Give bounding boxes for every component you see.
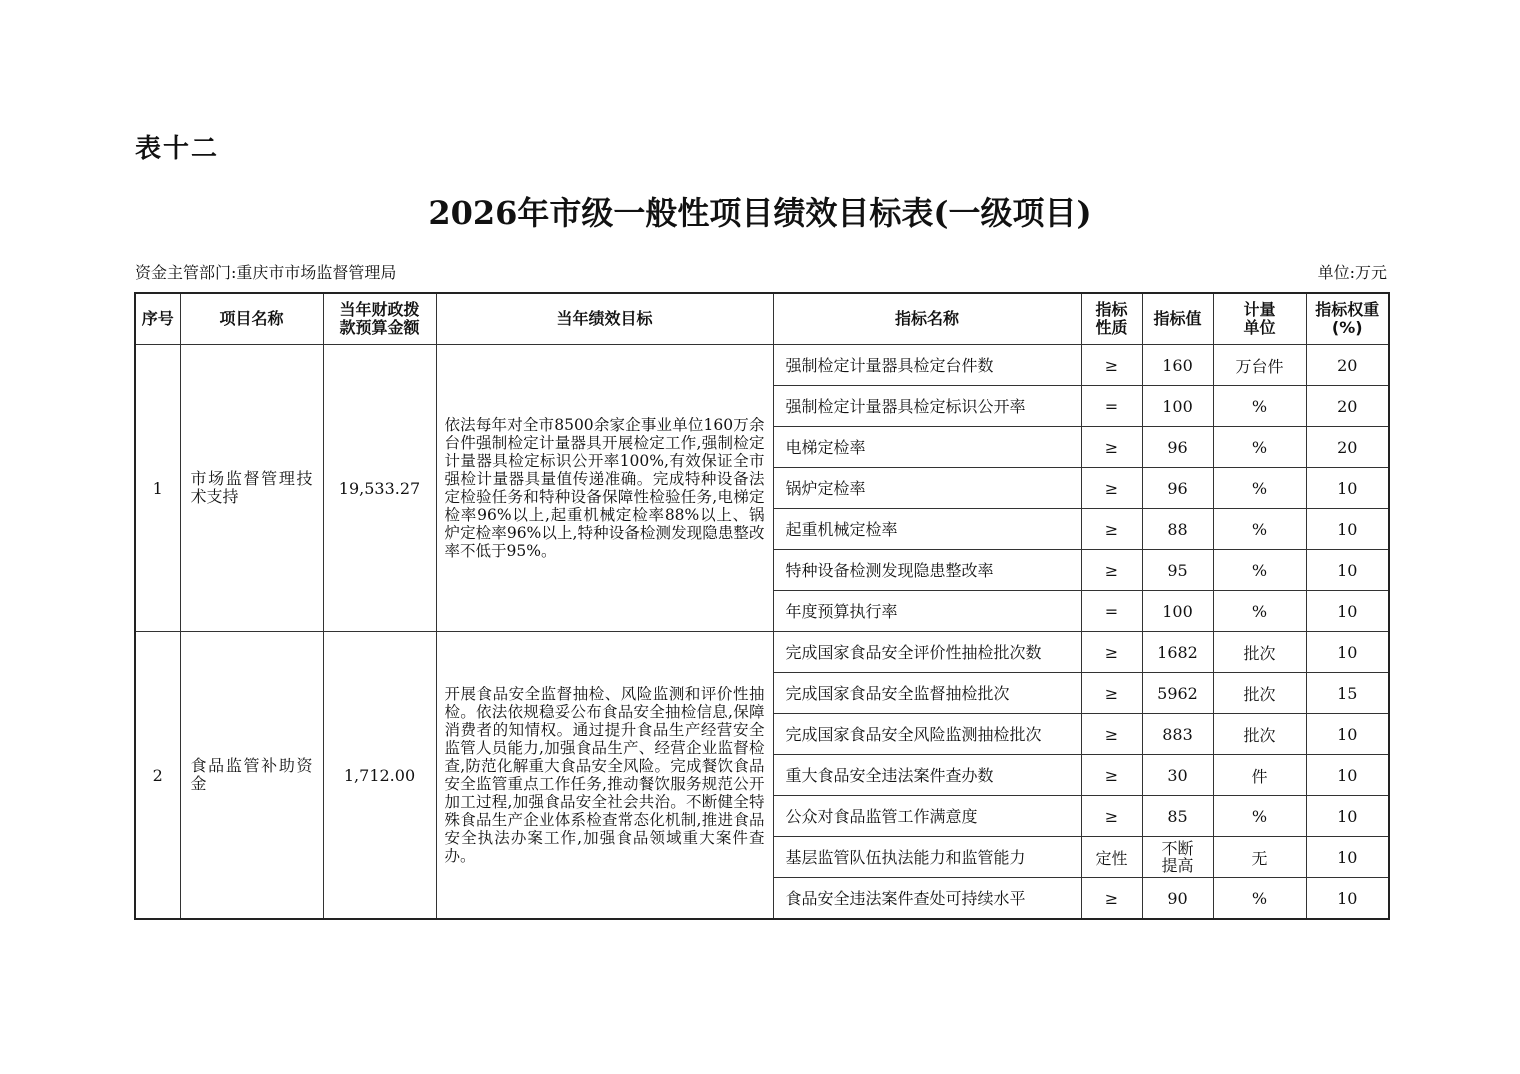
indicator-weight: 10 — [1306, 837, 1389, 878]
header-weight: 指标权重(%) — [1306, 293, 1389, 345]
header-indicator: 指标名称 — [773, 293, 1081, 345]
indicator-value: 不断提高 — [1142, 837, 1213, 878]
indicator-unit: 批次 — [1213, 673, 1306, 714]
indicator-value: 96 — [1142, 427, 1213, 468]
header-nature: 指标性质 — [1081, 293, 1142, 345]
indicator-name: 年度预算执行率 — [773, 591, 1081, 632]
indicator-nature: ≥ — [1081, 427, 1142, 468]
indicator-name: 公众对食品监管工作满意度 — [773, 796, 1081, 837]
indicator-weight: 10 — [1306, 468, 1389, 509]
indicator-nature: ≥ — [1081, 878, 1142, 920]
indicator-nature: ≥ — [1081, 714, 1142, 755]
indicator-value: 100 — [1142, 591, 1213, 632]
indicator-value: 90 — [1142, 878, 1213, 920]
indicator-name: 锅炉定检率 — [773, 468, 1081, 509]
indicator-value: 30 — [1142, 755, 1213, 796]
indicator-weight: 10 — [1306, 591, 1389, 632]
indicator-nature: ≥ — [1081, 509, 1142, 550]
indicator-weight: 20 — [1306, 427, 1389, 468]
indicator-weight: 15 — [1306, 673, 1389, 714]
indicator-name: 重大食品安全违法案件查办数 — [773, 755, 1081, 796]
indicator-name: 完成国家食品安全监督抽检批次 — [773, 673, 1081, 714]
indicator-nature: ≥ — [1081, 345, 1142, 386]
indicator-unit: 万台件 — [1213, 345, 1306, 386]
indicator-unit: % — [1213, 386, 1306, 427]
indicator-unit: % — [1213, 427, 1306, 468]
unit-label: 单位:万元 — [1317, 263, 1387, 282]
indicator-value: 5962 — [1142, 673, 1213, 714]
indicator-value: 160 — [1142, 345, 1213, 386]
indicator-name: 完成国家食品安全风险监测抽检批次 — [773, 714, 1081, 755]
project-name: 市场监督管理技术支持 — [180, 345, 323, 632]
indicator-weight: 20 — [1306, 386, 1389, 427]
project-seq: 1 — [135, 345, 180, 632]
indicator-name: 起重机械定检率 — [773, 509, 1081, 550]
indicator-weight: 20 — [1306, 345, 1389, 386]
indicator-nature: = — [1081, 591, 1142, 632]
project-seq: 2 — [135, 632, 180, 920]
project-goal: 依法每年对全市8500余家企事业单位160万余台件强制检定计量器具开展检定工作,强制检定计量器具检定标识公开率100%,有效保证全市强检计量器具量值传递准确。完成特种设备法定检验任务和特种设备保障性检验任务,电梯定检率96%以上,起重机械定检率88%以上、锅炉定检率96%以上,特种设备检测发现隐患整改率不低于95%。 — [436, 345, 773, 632]
indicator-unit: % — [1213, 796, 1306, 837]
indicator-value: 88 — [1142, 509, 1213, 550]
indicator-value: 1682 — [1142, 632, 1213, 673]
indicator-unit: 无 — [1213, 837, 1306, 878]
indicator-nature: ≥ — [1081, 468, 1142, 509]
page-title: 2026年市级一般性项目绩效目标表(一级项目) — [428, 194, 1092, 232]
indicator-unit: % — [1213, 509, 1306, 550]
indicator-name: 食品安全违法案件查处可持续水平 — [773, 878, 1081, 920]
indicator-unit: 批次 — [1213, 714, 1306, 755]
indicator-unit: % — [1213, 591, 1306, 632]
header-goal: 当年绩效目标 — [436, 293, 773, 345]
indicator-nature: = — [1081, 386, 1142, 427]
header-name: 项目名称 — [180, 293, 323, 345]
indicator-value: 95 — [1142, 550, 1213, 591]
indicator-name: 电梯定检率 — [773, 427, 1081, 468]
header-measure: 计量单位 — [1213, 293, 1306, 345]
table-label: 表十二 — [135, 134, 220, 164]
indicator-weight: 10 — [1306, 878, 1389, 920]
indicator-nature: ≥ — [1081, 796, 1142, 837]
indicator-weight: 10 — [1306, 632, 1389, 673]
header-value: 指标值 — [1142, 293, 1213, 345]
indicator-unit: % — [1213, 878, 1306, 920]
indicator-value: 883 — [1142, 714, 1213, 755]
indicator-name: 完成国家食品安全评价性抽检批次数 — [773, 632, 1081, 673]
indicator-name: 强制检定计量器具检定台件数 — [773, 345, 1081, 386]
indicator-nature: ≥ — [1081, 673, 1142, 714]
indicator-nature: ≥ — [1081, 632, 1142, 673]
indicator-value: 100 — [1142, 386, 1213, 427]
indicator-unit: % — [1213, 550, 1306, 591]
indicator-unit: % — [1213, 468, 1306, 509]
indicator-weight: 10 — [1306, 714, 1389, 755]
indicator-nature: 定性 — [1081, 837, 1142, 878]
performance-table — [134, 292, 1390, 920]
table-row — [135, 345, 1389, 386]
indicator-nature: ≥ — [1081, 550, 1142, 591]
indicator-unit: 批次 — [1213, 632, 1306, 673]
indicator-name: 基层监管队伍执法能力和监管能力 — [773, 837, 1081, 878]
header-row — [135, 293, 1389, 345]
indicator-weight: 10 — [1306, 755, 1389, 796]
indicator-value: 96 — [1142, 468, 1213, 509]
indicator-name: 特种设备检测发现隐患整改率 — [773, 550, 1081, 591]
indicator-weight: 10 — [1306, 509, 1389, 550]
indicator-weight: 10 — [1306, 796, 1389, 837]
indicator-name: 强制检定计量器具检定标识公开率 — [773, 386, 1081, 427]
project-budget: 1,712.00 — [323, 632, 436, 920]
project-name: 食品监管补助资金 — [180, 632, 323, 920]
header-budget: 当年财政拨款预算金额 — [323, 293, 436, 345]
project-budget: 19,533.27 — [323, 345, 436, 632]
indicator-value: 85 — [1142, 796, 1213, 837]
header-seq: 序号 — [135, 293, 180, 345]
department-label: 资金主管部门:重庆市市场监督管理局 — [135, 263, 397, 282]
indicator-nature: ≥ — [1081, 755, 1142, 796]
table-row — [135, 632, 1389, 673]
project-goal: 开展食品安全监督抽检、风险监测和评价性抽检。依法依规稳妥公布食品安全抽检信息,保障消费者的知情权。通过提升食品生产经营安全监管人员能力,加强食品生产、经营企业监督检查,防范化解重大食品安全风险。完成餐饮食品安全监管重点工作任务,推动餐饮服务规范公开加工过程,加强食品安全社会共治。不断健全特殊食品生产企业体系检查常态化机制,推进食品安全执法办案工作,加强食品领域重大案件查办。 — [436, 632, 773, 920]
indicator-unit: 件 — [1213, 755, 1306, 796]
indicator-weight: 10 — [1306, 550, 1389, 591]
